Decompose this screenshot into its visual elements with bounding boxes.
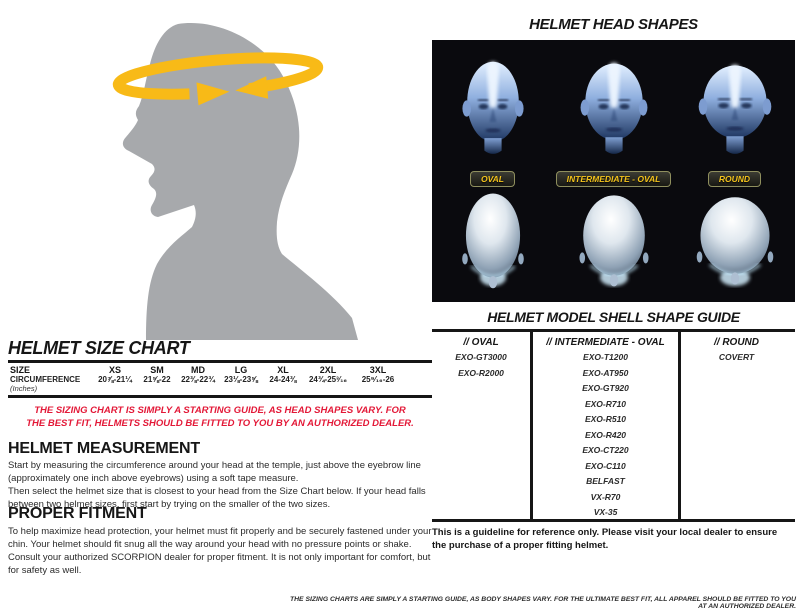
model-item: EXO-R420 — [584, 429, 627, 440]
model-item: EXO-T1200 — [583, 352, 628, 362]
model-item: COVERT — [718, 352, 755, 362]
size-chart-top-rule — [8, 360, 432, 363]
measurement-heading: HELMET MEASUREMENT — [8, 440, 200, 457]
size-chart-value-row — [10, 375, 430, 393]
face-front-round — [674, 50, 795, 168]
circumference-label: CIRCUMFERENCE (Inches) — [10, 375, 81, 393]
head-measurement-diagram — [38, 6, 358, 340]
fitment-heading: PROPER FITMENT — [8, 505, 147, 522]
oval-label: OVAL — [470, 171, 515, 187]
front-faces-row — [432, 50, 795, 168]
size-xl: XL — [277, 365, 289, 375]
face-front-oval — [432, 50, 553, 168]
value-2xl: 24¾-25³⁄₁₆ — [308, 375, 348, 384]
fitment-paragraph: To help maximize head protection, your helmet must fit properly and be securely fastened under your chin. Your helmet should fit snug all the way around your head with no pressure points or shake. Consult your authorized SCORPION dealer for proper fitment. It is not only important for comfort, but for safety as well. — [8, 526, 432, 576]
value-xs: 20⅞-21¼ — [98, 375, 132, 384]
size-chart-bottom-rule — [8, 395, 432, 398]
size-lg: LG — [234, 365, 248, 375]
shell-column-round — [681, 332, 792, 519]
footer-disclaimer: THE SIZING CHARTS ARE SIMPLY A STARTING GUIDE, AS BODY SHAPES VARY. FOR THE ULTIMATE BEST FIT, ALL APPAREL SHOULD BE FITTED TO YOU AT AN AUTHORIZED DEALER. — [289, 596, 796, 610]
value-sm: 21⅝-22 — [143, 375, 171, 384]
shape-labels-row — [432, 169, 795, 189]
model-item: VX-35 — [593, 507, 618, 517]
model-item: EXO-C110 — [585, 460, 626, 471]
model-item: EXO-R2000 — [458, 367, 504, 378]
shell-column-intermediate-oval — [530, 332, 681, 519]
value-3xl: 25⁹⁄₁₆-26 — [361, 375, 395, 384]
model-item: EXO-GT3000 — [455, 352, 507, 362]
measurement-p2: Then select the helmet size that is closest to your head from the Size Chart below. If your head falls between two helmet sizes, first start by trying on the smaller of the two sizes. — [8, 486, 426, 510]
sizing-warning-text: THE SIZING CHART IS SIMPLY A STARTING GUIDE, AS HEAD SHAPES VARY. FOR THE BEST FIT, HELMETS SHOULD BE FITTED TO YOU BY AN AUTHORIZED DEALER. — [26, 405, 414, 429]
shell-header-intermediate-oval: // INTERMEDIATE - OVAL — [546, 337, 665, 348]
value-md: 22⅜-22¾ — [181, 375, 215, 384]
head-silhouette-icon — [38, 6, 358, 340]
measurement-paragraph — [8, 459, 432, 511]
size-3xl: 3XL — [369, 365, 387, 375]
size-chart-col-header: SIZE — [10, 365, 31, 375]
size-sm: SM — [150, 365, 164, 375]
measurement-p1: Start by measuring the circumference around your head at the temple, just above the eyebrow line (approximately one inch above eyebrows) using a soft tape measure. — [8, 460, 421, 484]
shell-header-round: // ROUND — [714, 337, 759, 348]
round-label: ROUND — [708, 171, 761, 187]
shell-guide-title: HELMET MODEL SHELL SHAPE GUIDE — [487, 309, 740, 325]
model-item: VX-R70 — [590, 491, 621, 502]
shell-column-oval — [432, 332, 530, 519]
size-md: MD — [191, 365, 205, 375]
top-view-heads-row — [432, 190, 795, 296]
model-item: BELFAST — [586, 476, 625, 486]
model-item: EXO-R510 — [584, 414, 627, 424]
size-chart-title: HELMET SIZE CHART — [8, 338, 190, 358]
shell-guide-note: This is a guideline for reference only. Please visit your local dealer to ensure the purchase of a proper fitting helmet. — [432, 527, 778, 551]
model-item: EXO-R710 — [584, 398, 627, 409]
size-2xl: 2XL — [319, 365, 337, 375]
head-shapes-panel — [432, 40, 795, 302]
intermediate-oval-label: INTERMEDIATE - OVAL — [556, 171, 672, 187]
model-item: EXO-CT220 — [582, 445, 629, 455]
face-front-intermediate-oval — [553, 50, 674, 168]
model-item: EXO-AT950 — [582, 367, 629, 378]
size-xs: XS — [108, 365, 121, 375]
head-top-round — [674, 190, 795, 296]
size-chart-header-row — [10, 365, 430, 375]
value-lg: 23⅛-23⅝ — [224, 375, 258, 384]
head-shapes-title: HELMET HEAD SHAPES — [529, 16, 698, 33]
head-top-oval — [432, 190, 553, 296]
shell-guide-table — [432, 329, 795, 522]
value-xl: 24-24⅜ — [269, 375, 297, 384]
model-item: EXO-GT920 — [582, 383, 629, 393]
circumference-units: (Inches) — [10, 384, 38, 393]
shell-header-oval: // OVAL — [463, 337, 499, 348]
head-top-intermediate-oval — [553, 190, 674, 296]
